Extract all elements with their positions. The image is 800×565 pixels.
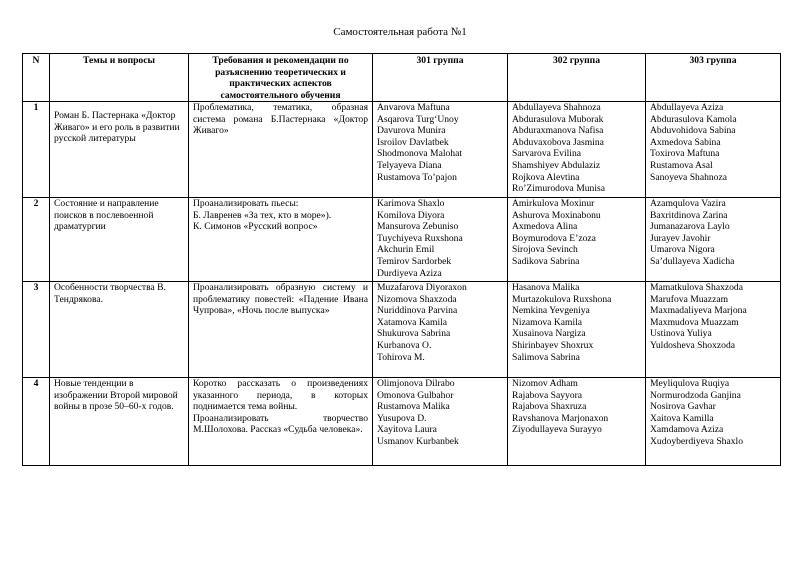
table-row bbox=[23, 282, 781, 378]
table-row bbox=[23, 198, 781, 282]
student-name: Salimova Sabrina bbox=[512, 351, 580, 363]
group-303-students bbox=[646, 102, 781, 198]
student-name: Jumanazarova Laylo bbox=[650, 221, 730, 233]
student-name: Maxmudova Muazzam bbox=[650, 316, 739, 328]
student-name: Ravshanova Marjonaxon bbox=[512, 412, 609, 424]
header-group-303: 303 группа bbox=[646, 54, 781, 102]
student-name: Abdurasulova Kamola bbox=[650, 113, 737, 125]
student-name: Omonova Gulbahor bbox=[377, 389, 454, 401]
row-topic-text: Новые тенденции в изображении Второй мировой войны в прозе 50–60-х годов. bbox=[54, 378, 178, 413]
row-requirements bbox=[189, 282, 373, 378]
student-name: Rustamova Asal bbox=[650, 159, 713, 171]
student-name: Rajabova Sayyora bbox=[512, 389, 583, 401]
table-row bbox=[23, 102, 781, 198]
student-name: Kurbanova O. bbox=[377, 339, 432, 351]
requirement-paragraph: Б. Лавренев «За тех, кто в море»). bbox=[193, 209, 332, 221]
student-name: Karimova Shaxlo bbox=[377, 198, 445, 209]
student-name: Davurova Munira bbox=[377, 125, 446, 137]
student-name: Telyayeva Diana bbox=[377, 159, 442, 171]
student-name: Toxirova Maftuna bbox=[650, 148, 720, 160]
header-requirements: Требования и рекомендации по разъяснению теоретических и практических аспектов самостоятельного обучения bbox=[189, 54, 373, 102]
student-name: Jurayev Javohir bbox=[650, 232, 711, 244]
student-name: Ashurova Moxinabonu bbox=[512, 209, 601, 221]
student-name: Baxritdinova Zarina bbox=[650, 209, 728, 221]
header-group-302: 302 группа bbox=[508, 54, 646, 102]
student-name: Amirkulova Moxinur bbox=[512, 198, 595, 209]
student-name: Abduraxmanova Nafisa bbox=[512, 125, 604, 137]
requirement-paragraph: Проанализировать образную систему и проблематику повестей: «Падение Ивана Чупрова», «Ночь после выпуска» bbox=[193, 282, 368, 317]
student-name: Abdurasulova Muborak bbox=[512, 113, 604, 125]
row-number: 4 bbox=[23, 378, 50, 466]
student-name: Sirojova Sevinch bbox=[512, 244, 578, 256]
row-requirements bbox=[189, 378, 373, 466]
student-name: Rajabova Shaxruza bbox=[512, 401, 587, 413]
student-name: Maxmadaliyeva Marjona bbox=[650, 305, 747, 317]
student-name: Temirov Sardorbek bbox=[377, 255, 452, 267]
student-name: Muzafarova Diyoraxon bbox=[377, 282, 467, 293]
student-name: Rojkova Alevtina bbox=[512, 171, 580, 183]
student-name: Komilova Diyora bbox=[377, 209, 445, 221]
student-name: Meyliqulova Ruqiya bbox=[650, 378, 730, 389]
header-num: N bbox=[23, 54, 50, 102]
student-name: Sanoyeva Shahnoza bbox=[650, 171, 727, 183]
student-name: Nizomova Shaxzoda bbox=[377, 293, 457, 305]
student-name: Asqarova Turg‘Unoy bbox=[377, 113, 459, 125]
student-name: Tuychiyeva Ruxshona bbox=[377, 232, 463, 244]
group-301-students bbox=[373, 282, 508, 378]
student-name: Yusupova D. bbox=[377, 412, 427, 424]
group-301-students bbox=[373, 378, 508, 466]
student-name: Shodmonova Malohat bbox=[377, 148, 463, 160]
student-name: Nemkina Yevgeniya bbox=[512, 305, 590, 317]
student-name: Normurodzoda Ganjina bbox=[650, 389, 741, 401]
row-topic-text: Особенности творчества В. Тендрякова. bbox=[54, 282, 166, 305]
student-name: Shirinbayev Shoxrux bbox=[512, 339, 594, 351]
student-name: Isroilov Davlatbek bbox=[377, 136, 449, 148]
student-name: Boymurodova E’zoza bbox=[512, 232, 596, 244]
student-name: Abduvaxobova Jasmina bbox=[512, 136, 604, 148]
group-302-students bbox=[508, 378, 646, 466]
student-name: Rustamova Malika bbox=[377, 401, 450, 413]
header-group-301: 301 группа bbox=[373, 54, 508, 102]
student-name: Tohirova M. bbox=[377, 351, 425, 363]
group-302-students bbox=[508, 198, 646, 282]
student-name: Xusainova Nargiza bbox=[512, 328, 586, 340]
student-name: Nizamova Kamila bbox=[512, 316, 583, 328]
student-name: Mansurova Zebuniso bbox=[377, 221, 459, 233]
header-topics: Темы и вопросы bbox=[50, 54, 189, 102]
student-name: Murtazokulova Ruxshona bbox=[512, 293, 612, 305]
student-name: Xayitova Laura bbox=[377, 424, 437, 436]
student-name: Ziyodullayeva Surayyo bbox=[512, 424, 602, 436]
group-303-students bbox=[646, 198, 781, 282]
student-name: Axmedova Sabina bbox=[650, 136, 721, 148]
group-301-students bbox=[373, 102, 508, 198]
student-name: Umarova Nigora bbox=[650, 244, 715, 256]
student-name: Azamqulova Vazira bbox=[650, 198, 726, 209]
row-requirements bbox=[189, 102, 373, 198]
row-topic bbox=[50, 378, 189, 466]
student-name: Akchurin Emil bbox=[377, 244, 435, 256]
student-name: Axmedova Alina bbox=[512, 221, 578, 233]
group-301-students bbox=[373, 198, 508, 282]
student-name: Shamshiyev Abdulaziz bbox=[512, 159, 601, 171]
student-name: Xaitova Kamilla bbox=[650, 412, 714, 424]
student-name: Nizomov Adham bbox=[512, 378, 578, 389]
document-title: Самостоятельная работа №1 bbox=[333, 26, 467, 38]
row-number: 1 bbox=[23, 102, 50, 198]
student-name: Ro’Zimurodova Munisa bbox=[512, 183, 605, 195]
row-number: 3 bbox=[23, 282, 50, 378]
student-name: Sarvarova Evilina bbox=[512, 148, 581, 160]
requirement-paragraph: Проанализировать пьесы: bbox=[193, 198, 299, 209]
row-topic bbox=[50, 282, 189, 378]
assignment-table bbox=[22, 53, 781, 466]
student-name: Yuldosheva Shoxzoda bbox=[650, 339, 735, 351]
student-name: Abdullayeva Shahnoza bbox=[512, 102, 601, 113]
row-number: 2 bbox=[23, 198, 50, 282]
group-302-students bbox=[508, 282, 646, 378]
row-topic-text: Состояние и направление поисков в послевоенной драматургии bbox=[54, 198, 159, 233]
requirement-paragraph: Проблематика, тематика, образная система романа Б.Пастернака «Доктор Живаго» bbox=[193, 102, 368, 137]
student-name: Usmanov Kurbanbek bbox=[377, 435, 459, 447]
student-name: Abduvohidova Sabina bbox=[650, 125, 736, 137]
student-name: Rustamova To’pajon bbox=[377, 171, 457, 183]
table-header-row bbox=[23, 54, 781, 102]
row-topic bbox=[50, 102, 189, 198]
requirement-paragraph: Проанализировать творчество М.Шолохова. Рассказ «Судьба человека». bbox=[193, 412, 368, 436]
student-name: Nosirova Gavhar bbox=[650, 401, 716, 413]
row-requirements bbox=[189, 198, 373, 282]
student-name: Abdullayeva Aziza bbox=[650, 102, 724, 113]
requirement-paragraph: Коротко рассказать о произведениях указанного периода, в которых поднимается тема войны. bbox=[193, 378, 368, 413]
group-303-students bbox=[646, 282, 781, 378]
group-302-students bbox=[508, 102, 646, 198]
student-name: Shukurova Sabrina bbox=[377, 328, 451, 340]
student-name: Hasanova Malika bbox=[512, 282, 580, 293]
student-name: Sa’dullayeva Xadicha bbox=[650, 255, 735, 267]
student-name: Ustinova Yuliya bbox=[650, 328, 712, 340]
group-303-students bbox=[646, 378, 781, 466]
student-name: Xudoyberdiyeva Shaxlo bbox=[650, 435, 743, 447]
requirement-paragraph: К. Симонов «Русский вопрос» bbox=[193, 221, 318, 233]
student-name: Durdiyeva Aziza bbox=[377, 267, 442, 279]
student-name: Xatamova Kamila bbox=[377, 316, 448, 328]
table-row bbox=[23, 378, 781, 466]
row-topic-text: Роман Б. Пастернака «Доктор Живаго» и его роль в развитии русской литературы bbox=[54, 110, 180, 145]
row-topic bbox=[50, 198, 189, 282]
student-name: Marufova Muazzam bbox=[650, 293, 729, 305]
student-name: Olimjonova Dilrabo bbox=[377, 378, 455, 389]
student-name: Xamdamova Aziza bbox=[650, 424, 724, 436]
student-name: Mamatkulova Shaxzoda bbox=[650, 282, 743, 293]
student-name: Anvarova Maftuna bbox=[377, 102, 450, 113]
student-name: Sadikova Sabrina bbox=[512, 255, 580, 267]
student-name: Nuriddinova Parvina bbox=[377, 305, 458, 317]
